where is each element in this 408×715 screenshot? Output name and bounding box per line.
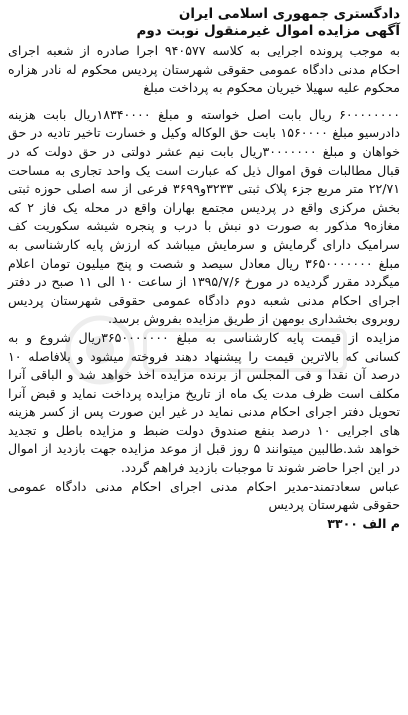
signature-line: عباس سعادتمند-مدیر احکام مدنی اجرای احکام مدنی دادگاه عمومی حقوقی شهرستان پردیس — [8, 478, 400, 513]
court-title: دادگستری جمهوری اسلامی ایران — [178, 6, 400, 22]
property-details-paragraph: ۶۰۰۰۰۰۰۰۰ ریال بابت اصل خواسته و مبلغ ۱۸۳۴۰۰۰۰ریال بابت هزینه دادرسیو مبلغ ۱۵۶۰۰۰۰ بابت حق الوکاله وکیل و خسارت تاخیر تادیه در حق خواهان و مبلغ ۳۰۰۰۰۰۰۰ریال بابت نیم عشر دولتی در حق دولت که در قبال مطالبات فوق اموال ذیل که عبارت است یک واحد تجاری به مساحت ۲۲/۷۱ متر مربع جزء پلاک ثبتی ۳۲۳۳و۳۶۹۹ فرعی از سه اصلی حوزه ثبتی بخش مرکزی واقع در پردیس مجتمع بهاران واقع در محله یک فاز ۲ که مغازه۹ مذکور به صورت دو نبش با درب و پنجره شیشه سکوریت کف سرامیک دارای گرمایش و سرمایش میباشد که ارزش پایه کارشناسی به مبلغ ۳۶۵۰۰۰۰۰۰۰ ریال معادل سیصد و شصت و پنج میلیون تومان اعلام میگردد مقرر گردیده در مورخ ۱۳۹۵/۷/۶ از ساعت ۱۰ الی ۱۱ صبح در دفتر اجرای احکام مدنی شعبه دوم دادگاه عمومی حقوقی شهرستان پردیس روبروی بخشداری بومهن از طریق مزایده بفروش برسد. — [8, 106, 400, 327]
notice-code: م الف ۳۳۰۰ — [327, 515, 400, 531]
notice-title: آگهی مزایده اموال غیرمنقول نوبت دوم — [136, 23, 400, 39]
case-intro-paragraph: به موجب پرونده اجرایی به کلاسه ۹۴۰۵۷۷ اجرا صادره از شعبه اجرای احکام مدنی دادگاه عمومی حقوقی شهرستان پردیس محکوم له نادر هزاره محکوم علیه سهیلا خیریان محکوم به پرداخت مبلغ — [8, 43, 401, 96]
paragraph-gap — [8, 98, 400, 106]
auction-terms-paragraph: مزایده از قیمت پایه کارشناسی به مبلغ ۳۶۵۰۰۰۰۰۰۰ریال شروع و به کسانی که بالاترین قیمت را پیشنهاد دهند فروخته میشود و بلافاصله ۱۰ درصد آن نقدا و فی المجلس از برنده مزایده اخذ خواهد شد و الباقی آنرا مکلف است ظرف مدت یک ماه از تاریخ مزایده پرداخت نماید و قبض آنرا تحویل دفتر اجرای احکام مدنی نماید در غیر این صورت پس از کسر هزینه های اجرایی ۱۰ درصد بنفع صندوق دولت ضبط و مزایده باطل و تجدید خواهد شد.طالبین میتوانند ۵ روز قبل از موعد مزایده جهت بازدید از اموال در این اجرا حاضر شوند تا موجبات بازدید فراهم گردد. — [8, 329, 400, 476]
